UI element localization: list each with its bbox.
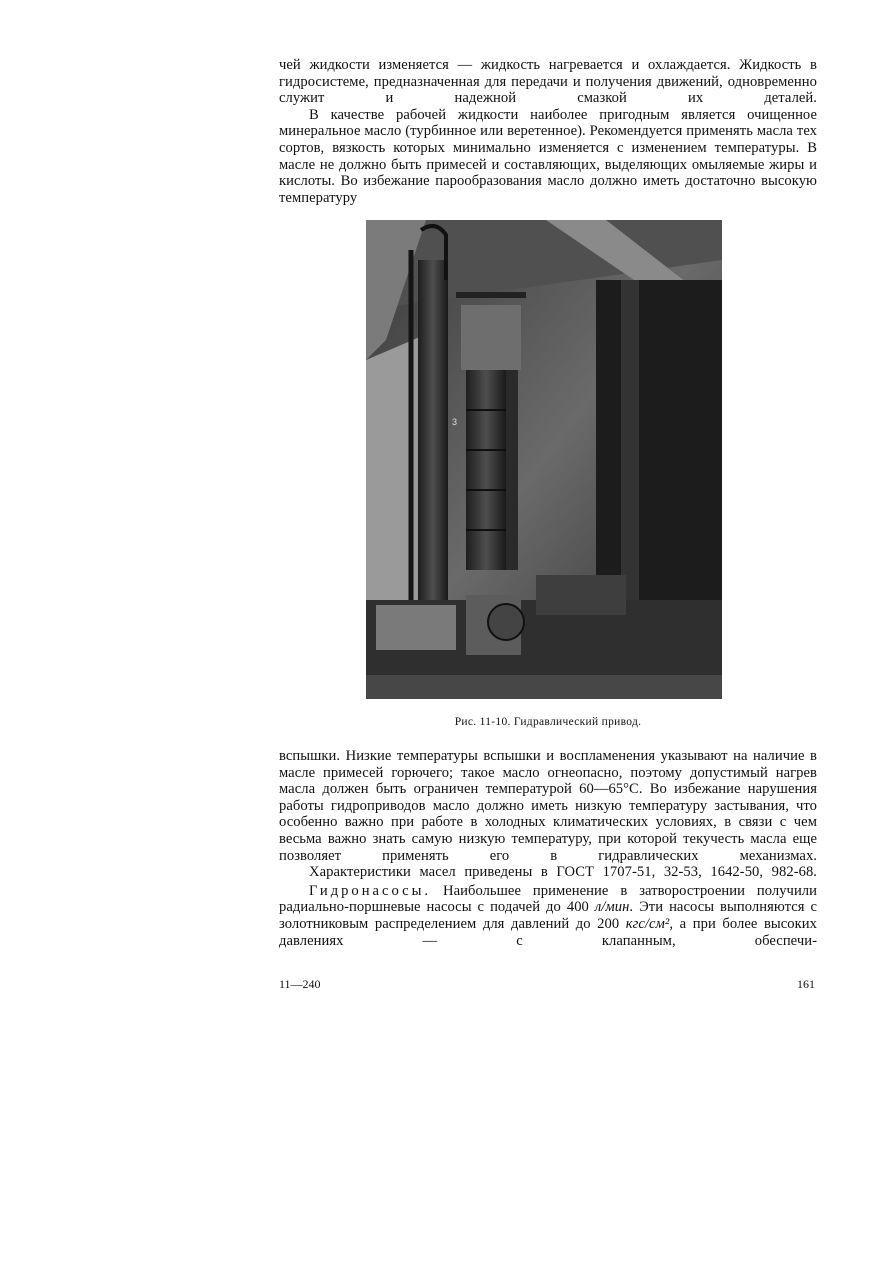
paragraph-pumps: Гидронасосы. Наибольшее применение в затворостроении получили радиально-поршневые насосы с подачей до 400 л/мин. Эти насосы выполняются с золотниковым распределением для давлений до 200 кгс/см², а при более высоких давлениях — с клапанным, обеспечи- <box>279 882 817 949</box>
paragraph-flash-point: вспышки. Низкие температуры вспышки и воспламенения указывают на наличие в масле примесей горючего; такое масло огнеопасно, поэтому допустимый нагрев масла должен быть ограничен температурой 60—65°С. Во избежание нарушения работы гидроприводов масло должно иметь низкую температуру застывания, что особенно важно при работе в холодных климатических условиях, в связи с чем весьма важно знать самую низкую температуру, при которой текучесть масла еще позволяет применять его в гидравлических механизмах. <box>279 748 817 864</box>
top-text <box>279 57 817 206</box>
page-number: 161 <box>797 977 815 991</box>
photo-illustration <box>366 220 722 699</box>
figure-caption: Рис. 11-10. Гидравлический привод. <box>454 716 642 728</box>
signature-mark: 11—240 <box>279 977 321 991</box>
paragraph-continuation: чей жидкости изменяется — жидкость нагревается и охлаждается. Жидкость в гидросистеме, предназначенная для передачи и получения движений, одновременно служит и надежной смазкой их деталей. <box>279 57 817 107</box>
section-heading-pumps: Гидронасосы. <box>309 882 432 899</box>
figure-marker-label: 3 <box>452 417 458 427</box>
bottom-text <box>279 748 817 949</box>
figure-hydraulic-drive-photo <box>366 220 722 699</box>
paragraph-gost: Характеристики масел приведены в ГОСТ 1707-51, 32-53, 1642-50, 982-68. <box>309 864 817 881</box>
paragraph-working-fluid: В качестве рабочей жидкости наиболее пригодным является очищенное минеральное масло (турбинное или веретенное). Рекомендуется применять масла тех сортов, вязкость которых минимально изменяется с изменением температуры. В масле не должно быть примесей и составляющих, выделяющих омыляемые жиры и кислоты. Во избежание парообразования масло должно иметь достаточно высокую температуру <box>279 106 817 206</box>
